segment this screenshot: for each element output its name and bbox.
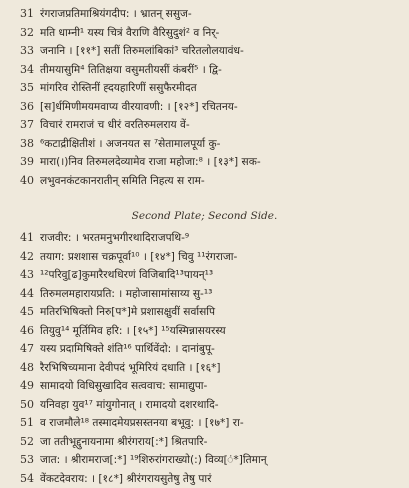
- inscription-line: [0, 172, 409, 191]
- line-number: 44: [0, 285, 40, 304]
- line-number: 34: [0, 61, 40, 80]
- line-number: 39: [0, 153, 40, 172]
- line-number: 36: [0, 98, 40, 117]
- inscription-line: [0, 303, 409, 322]
- line-number: 45: [0, 303, 40, 322]
- line-text: मतिरभिषिक्तो निरु[प*]मे प्रशासक्षुवीं सर्वासपि: [40, 303, 409, 322]
- line-text: तीमयासुमि⁴ तितिक्षया वसुमतीयसीं कंबरीं⁵ । द्वि-: [40, 61, 409, 80]
- line-text: जात: । श्रीरामराज[:*] ¹⁹शिरुरांगराख्यो(:) विव्य[ं*]तिमान्: [40, 451, 409, 470]
- inscription-line: [0, 451, 409, 470]
- inscription-line: [0, 24, 409, 43]
- line-number: 38: [0, 135, 40, 154]
- line-number: 43: [0, 266, 40, 285]
- line-text: ⁶कटाद्रीक्षितीशं । अजनयत स ⁷सेतामालपूर्या कु-: [40, 135, 409, 154]
- line-text: जनानि । [११*] सतीं तिरुमलांबिकां³ चरितलोलयावंध-: [40, 42, 409, 61]
- line-number: 50: [0, 396, 40, 415]
- line-text: रंगराजप्रतिमाश्रियंगदीप: । भ्रातन् ससुज-: [40, 5, 409, 24]
- line-number: 48: [0, 359, 40, 378]
- inscription-line: [0, 340, 409, 359]
- inscription-line: [0, 359, 409, 378]
- inscription-line: [0, 322, 409, 341]
- line-number: 42: [0, 248, 40, 267]
- inscription-line: [0, 153, 409, 172]
- line-number: 35: [0, 79, 40, 98]
- inscription-line: [0, 79, 409, 98]
- line-number: 32: [0, 24, 40, 43]
- inscription-line: [0, 61, 409, 80]
- first-plate-text: [0, 5, 409, 190]
- line-text: राजवीर: । भरतमनुभगीरथादिराजपथि-⁹: [40, 229, 409, 248]
- inscription-line: [0, 433, 409, 452]
- line-text: मांगरिव रोस्तिनीं ह्दयहारिणीं ससुफैरमीदत: [40, 79, 409, 98]
- inscription-line: [0, 5, 409, 24]
- line-number: 31: [0, 5, 40, 24]
- inscription-line: [0, 116, 409, 135]
- line-text: व राजमौले¹⁸ तस्मादमेयप्रसस्तनया बभूवु: । [१७*] रा-: [40, 414, 409, 433]
- inscription-line: [0, 377, 409, 396]
- line-number: 46: [0, 322, 40, 341]
- line-number: 47: [0, 340, 40, 359]
- inscription-line: [0, 470, 409, 488]
- line-text: सामादयो विधिसुखादिव सत्ववाच: सामाद्युपा-: [40, 377, 409, 396]
- line-number: 41: [0, 229, 40, 248]
- line-text: जा ततीभूद्दुनायनामा श्रीरंगराय[:*] श्रितपारि-: [40, 433, 409, 452]
- line-text: तिरुमलमहारायप्रति: । महोजासामांसाय्य सु-¹³: [40, 285, 409, 304]
- line-text: यनिवहा युव¹⁷ मांयुगोनात् । रामादयो दशरथादि-: [40, 396, 409, 415]
- second-side-text: [0, 229, 409, 488]
- line-number: 52: [0, 433, 40, 452]
- line-number: 33: [0, 42, 40, 61]
- inscription-line: [0, 396, 409, 415]
- line-text: यस्य प्रदामिषिक्ते शंति¹⁶ पार्थिवेंदो: । दानांबुपू-: [40, 340, 409, 359]
- line-number: 53: [0, 451, 40, 470]
- line-text: [स]र्धमिणीमयमवाप्य वीरयावणी: । [१२*] रचितनय-: [40, 98, 409, 117]
- line-number: 49: [0, 377, 40, 396]
- line-text: वेंकटदेवराय: । [१८*] श्रीरंगरायसुतेषु तेषु पारं: [40, 470, 409, 488]
- inscription-line: [0, 248, 409, 267]
- line-number: 51: [0, 414, 40, 433]
- line-text: विचारं रामराजं च धीरं वरतिरुमलराय वें-: [40, 116, 409, 135]
- inscription-line: [0, 98, 409, 117]
- line-text: मति धाम्नी¹ यस्य चित्रं वैराणि वैरिसुदुशं² व निर्-: [40, 24, 409, 43]
- line-text: मारा(।)निव तिरुमलदेव्यामेव राजा महोजा:⁸ । [१३*] सक-: [40, 153, 409, 172]
- inscription-line: [0, 285, 409, 304]
- line-number: 37: [0, 116, 40, 135]
- line-text: रैरभिषिच्यमाना देवीपदं भूमिरियं दधाति । [१६*]: [40, 359, 409, 378]
- inscription-line: [0, 42, 409, 61]
- line-text: तयाग: प्रशशास चक्रपूर्वा¹⁰ । [१४*] चिवु ¹¹रंगराजा-: [40, 248, 409, 267]
- line-number: 54: [0, 470, 40, 488]
- inscription-line: [0, 266, 409, 285]
- section-heading: Second Plate; Second Side.: [0, 210, 409, 222]
- line-text: तियुवु¹⁴ मूर्तिमिव हरि: । [१५*] ¹⁵यस्मिन्नासयरस्य: [40, 322, 409, 341]
- inscription-line: [0, 414, 409, 433]
- line-text: ¹²परिवु[ढ]कुमारैरथधिरणं विजिबादि¹³पायन्¹³: [40, 266, 409, 285]
- line-number: 40: [0, 172, 40, 191]
- inscription-line: [0, 135, 409, 154]
- inscription-line: [0, 229, 409, 248]
- line-text: लभुवनकंटकानरातीन् समिति निहत्य स राम-: [40, 172, 409, 191]
